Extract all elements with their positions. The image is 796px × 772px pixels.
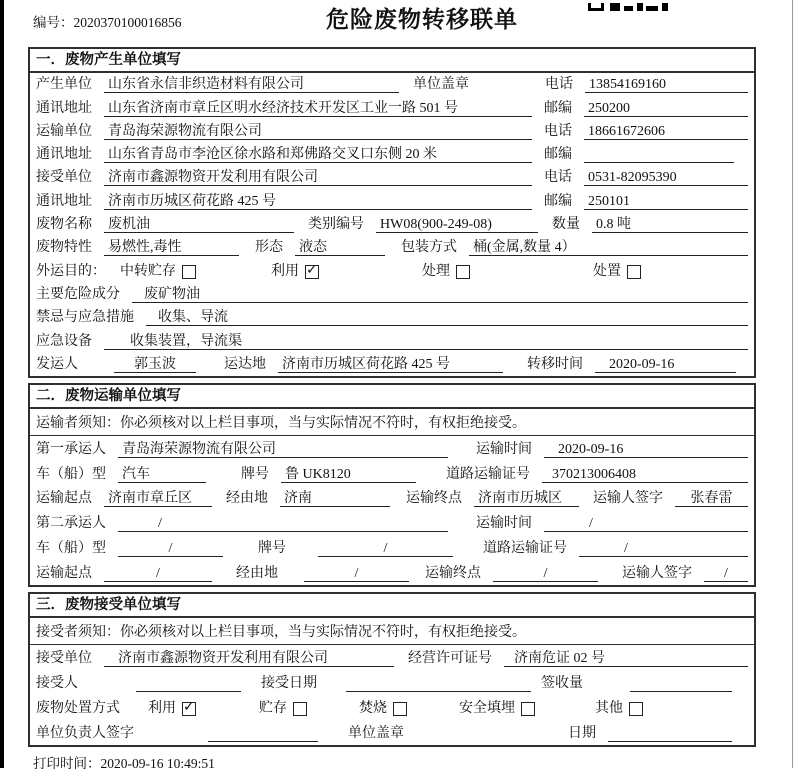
row-emergency-equipment	[30, 329, 754, 352]
route-via-value: 济南	[280, 490, 390, 507]
checkbox	[521, 702, 535, 716]
option-label: 安全填埋	[459, 701, 515, 716]
field-label: 车（船）型	[36, 466, 106, 482]
section-receiver	[28, 592, 756, 747]
row-receiver-address	[30, 189, 754, 212]
route-end-value: 济南市历城区	[474, 490, 579, 507]
field-label: 运输终点	[425, 565, 481, 581]
receiver-phone-value: 0531-82095390	[584, 169, 748, 186]
unit-seal-label: 单位盖章	[413, 77, 469, 93]
field-label: 邮编	[544, 193, 572, 209]
field-label: 牌号	[241, 466, 269, 482]
route-origin2-value: /	[104, 565, 212, 582]
option-label: 其他	[595, 701, 623, 716]
option-landfill	[459, 700, 535, 717]
document-number	[33, 11, 182, 31]
accepting-person-value	[136, 675, 241, 692]
option-utilize	[148, 700, 196, 717]
document-number-value: 2020370100016856	[73, 15, 182, 30]
row-transport-route	[30, 486, 754, 511]
section-transport	[28, 383, 756, 587]
field-label: 电话	[544, 170, 572, 186]
section-transport-title: 二．废物运输单位填写	[30, 385, 754, 409]
carrier-signature2-value: /	[704, 565, 748, 582]
document-number-label: 编号：	[33, 15, 74, 30]
page-right-rule	[792, 0, 793, 768]
field-label: 第一承运人	[36, 441, 106, 457]
field-label: 牌号	[258, 540, 286, 556]
field-label: 运输起点	[36, 491, 92, 507]
field-label: 运输人签字	[593, 491, 663, 507]
option-store	[259, 700, 307, 717]
field-label: 转移时间	[527, 356, 583, 372]
row-first-carrier	[30, 436, 754, 461]
row-transport-route2	[30, 560, 754, 585]
field-label: 运输时间	[476, 441, 532, 457]
window-edge-strip	[0, 0, 4, 768]
field-label: 类别编号	[308, 217, 364, 233]
print-time-label: 打印时间：	[33, 756, 101, 771]
field-label: 产生单位	[36, 77, 92, 93]
field-label: 单位负责人签字	[36, 726, 134, 741]
field-label: 接受日期	[261, 676, 317, 691]
field-label: 邮编	[544, 100, 572, 116]
field-label: 通讯地址	[36, 193, 92, 209]
option-label: 处置	[593, 263, 621, 279]
carrier-signature-value: 张春雷	[675, 490, 748, 507]
checkbox	[629, 702, 643, 716]
field-label: 形态	[255, 240, 283, 256]
row-waste-property	[30, 236, 754, 259]
option-label: 贮存	[259, 701, 287, 716]
consignor-name-value: 郭玉波	[114, 356, 196, 373]
field-label: 废物处置方式	[36, 701, 120, 716]
field-label: 经营许可证号	[408, 651, 492, 666]
option-label: 利用	[271, 263, 299, 279]
option-incinerate	[359, 700, 407, 717]
print-time-value: 2020-09-16 10:49:51	[100, 756, 215, 771]
field-label: 发运人	[36, 356, 78, 372]
vehicle-type2-value: /	[118, 540, 223, 557]
producer-address-value: 山东省济南市章丘区明水经济技术开发区工业一路 501 号	[104, 100, 532, 117]
checkbox	[393, 702, 407, 716]
row-main-hazard	[30, 283, 754, 306]
row-transporter-address	[30, 143, 754, 166]
transport-date-value: 2020-09-16	[544, 441, 748, 458]
checkbox	[456, 265, 470, 279]
field-label: 日期	[568, 726, 596, 741]
producer-phone-value: 13854169160	[585, 76, 748, 93]
waste-property-value: 易燃性,毒性	[104, 239, 239, 256]
option-other	[595, 700, 643, 717]
field-label: 接受单位	[36, 170, 92, 186]
field-label: 道路运输证号	[483, 540, 567, 556]
print-time	[28, 752, 756, 772]
field-label: 外运目的：	[36, 263, 106, 279]
transfer-date-value: 2020-09-16	[595, 356, 736, 373]
field-label: 数量	[552, 217, 580, 233]
emergency-equipment-value: 收集装置，导流渠	[104, 333, 748, 350]
section-receiver-title: 三．废物接受单位填写	[30, 594, 754, 618]
field-label: 电话	[544, 123, 572, 139]
accept-date-value	[346, 675, 531, 692]
qr-code-fragment-icon	[588, 0, 668, 16]
option-transit-storage	[120, 263, 196, 280]
emergency-measures-value: 收集、导流	[146, 309, 748, 326]
field-label: 通讯地址	[36, 147, 92, 163]
page-title: 危险废物转移联单	[326, 6, 518, 32]
responsible-signature-value	[208, 725, 318, 742]
field-label: 禁忌与应急措施	[36, 310, 134, 326]
section-producer	[28, 47, 756, 378]
destination-value: 济南市历城区荷花路 425 号	[278, 356, 503, 373]
field-label: 电话	[545, 77, 573, 93]
transporter-phone-value: 18661672606	[584, 123, 748, 140]
checkbox	[182, 265, 196, 279]
row-transporter-unit	[30, 120, 754, 143]
accepting-unit-value: 济南市鑫源物资开发利用有限公司	[104, 650, 394, 667]
main-hazard-value: 废矿物油	[132, 286, 748, 303]
license-number-value: 济南危证 02 号	[504, 650, 748, 667]
vehicle-type-value: 汽车	[118, 466, 206, 483]
route-end2-value: /	[493, 565, 598, 582]
field-label: 废物特性	[36, 240, 92, 256]
field-label: 主要危险成分	[36, 286, 120, 302]
producer-postcode-value: 250200	[584, 100, 748, 117]
field-label: 第二承运人	[36, 516, 106, 532]
field-label: 运达地	[224, 356, 266, 372]
checkbox	[627, 265, 641, 279]
row-accepting-unit	[30, 645, 754, 670]
field-label: 通讯地址	[36, 100, 92, 116]
plate-number2-value: /	[318, 540, 453, 557]
field-label: 签收量	[541, 676, 583, 691]
unit-seal-label: 单位盖章	[348, 726, 404, 741]
field-label: 邮编	[544, 147, 572, 163]
row-producer-address	[30, 96, 754, 119]
transporter-notice: 运输者须知：你必须核对以上栏目事项，当与实际情况不符时，有权拒绝接受。	[30, 409, 754, 436]
field-label: 运输终点	[406, 491, 462, 507]
receiver-address-value: 济南市历城区荷花路 425 号	[104, 193, 532, 210]
option-label: 中转贮存	[120, 263, 176, 279]
route-via2-value: /	[304, 565, 409, 582]
first-carrier-value: 青岛海荣源物流有限公司	[118, 441, 448, 458]
option-utilize	[271, 263, 319, 280]
row-responsible-signature	[30, 720, 754, 745]
option-label: 利用	[148, 701, 176, 716]
transporter-unit-value: 青岛海荣源物流有限公司	[104, 123, 532, 140]
route-origin-value: 济南市章丘区	[104, 490, 212, 507]
field-label: 接受单位	[36, 651, 92, 666]
row-consignor	[30, 353, 754, 376]
option-dispose	[593, 263, 641, 280]
manifest-sheet	[28, 0, 756, 772]
row-transfer-purpose	[30, 259, 754, 282]
row-emergency-measures	[30, 306, 754, 329]
second-carrier-value: /	[118, 515, 448, 532]
row-receiver-unit	[30, 166, 754, 189]
option-label: 处理	[422, 263, 450, 279]
checkbox-checked	[182, 702, 196, 716]
transport-date2-value: /	[544, 515, 748, 532]
receiver-postcode-value: 250101	[584, 193, 748, 210]
packing-method-value: 桶(金属,数量 4）	[469, 239, 748, 256]
field-label: 经由地	[236, 565, 278, 581]
received-amount-value	[630, 675, 732, 692]
seal-date-value	[608, 725, 732, 742]
option-treat	[422, 263, 470, 280]
waste-form-value: 液态	[295, 239, 385, 256]
row-second-carrier	[30, 510, 754, 535]
transporter-postcode-value	[584, 146, 734, 163]
receiver-notice: 接受者须知：你必须核对以上栏目事项，当与实际情况不符时，有权拒绝接受。	[30, 618, 754, 645]
field-label: 车（船）型	[36, 540, 106, 556]
receiver-unit-value: 济南市鑫源物资开发利用有限公司	[104, 169, 532, 186]
field-label: 包装方式	[401, 240, 457, 256]
row-vehicle-type	[30, 461, 754, 486]
field-label: 运输时间	[476, 516, 532, 532]
waste-name-value: 废机油	[104, 216, 294, 233]
field-label: 废物名称	[36, 217, 92, 233]
field-label: 经由地	[226, 491, 268, 507]
checkbox-checked	[305, 265, 319, 279]
plate-number-value: 鲁 UK8120	[281, 466, 416, 483]
road-permit-value: 370213006408	[542, 466, 748, 483]
field-label: 道路运输证号	[446, 466, 530, 482]
document-header	[28, 0, 756, 47]
field-label: 应急设备	[36, 333, 92, 349]
checkbox	[293, 702, 307, 716]
waste-code-value: HW08(900-249-08)	[376, 216, 538, 233]
row-accepting-person	[30, 670, 754, 695]
waste-quantity-value: 0.8 吨	[592, 216, 748, 233]
row-producer-unit	[30, 73, 754, 96]
field-label: 接受人	[36, 676, 78, 691]
field-label: 运输单位	[36, 123, 92, 139]
option-label: 焚烧	[359, 701, 387, 716]
row-disposal-method	[30, 695, 754, 720]
field-label: 运输起点	[36, 565, 92, 581]
producer-unit-value: 山东省永信非织造材料有限公司	[104, 76, 399, 93]
row-waste-name	[30, 213, 754, 236]
row-vehicle-type2	[30, 535, 754, 560]
road-permit2-value: /	[579, 540, 748, 557]
field-label: 运输人签字	[622, 565, 692, 581]
transporter-address-value: 山东省青岛市李沧区徐水路和郑佛路交叉口东侧 20 米	[104, 146, 532, 163]
section-producer-title: 一．废物产生单位填写	[30, 49, 754, 73]
